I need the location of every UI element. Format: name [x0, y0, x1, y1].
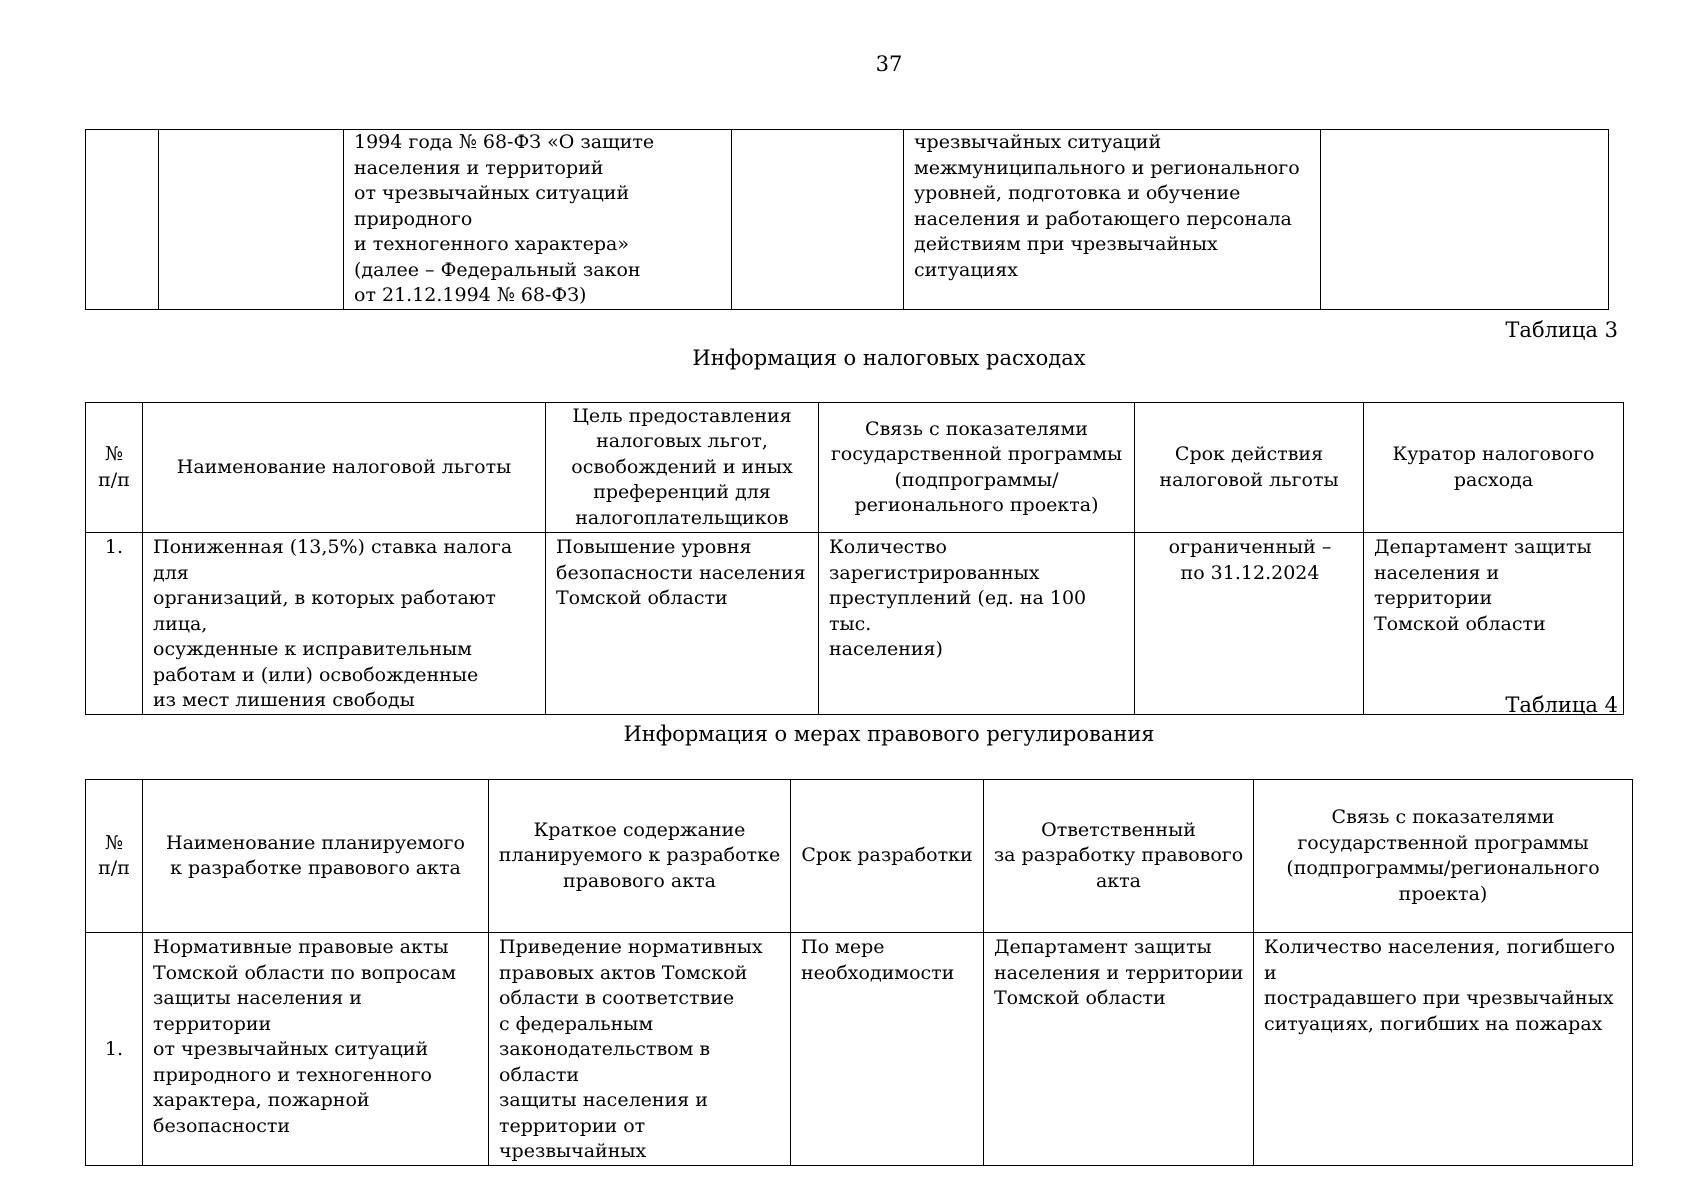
- header-label: Ответственный за разработку правового акта: [993, 818, 1244, 892]
- header-cell: [984, 780, 1254, 933]
- table-row: [86, 533, 1624, 715]
- cell-text: 1.: [104, 536, 124, 558]
- cell-text: Департамент защиты населения и территории Томской области: [994, 936, 1244, 1009]
- page-number: 37: [875, 52, 903, 76]
- table-cell: [904, 130, 1321, 310]
- table-cell: [1254, 933, 1633, 1166]
- header-cell: [1364, 403, 1624, 533]
- table-cell: [819, 533, 1135, 715]
- header-cell: [489, 780, 791, 933]
- cell-text: Количество населения, погибшего и пострадавшего при чрезвычайных ситуациях, погибших на пожарах: [1264, 936, 1616, 1035]
- header-label: Связь с показателями государственной программы (подпрограммы/регионального проекта): [1286, 806, 1600, 905]
- header-label: Цель предоставления налоговых льгот, освобождений и иных преференций для налогоплательщиков: [571, 404, 793, 529]
- cell-text: Департамент защиты населения и территории Томской области: [1374, 536, 1592, 635]
- table-cell: [546, 533, 819, 715]
- header-label: № п/п: [98, 831, 130, 879]
- header-label: Наименование налоговой льготы: [176, 455, 512, 478]
- table-cell: [1321, 130, 1609, 310]
- table-title: Информация о налоговых расходах: [692, 346, 1086, 370]
- cell-text: Количество зарегистрированных преступлений (ед. на 100 тыс. населения): [829, 536, 1087, 660]
- header-cell: [86, 403, 143, 533]
- table-cell: [1135, 533, 1364, 715]
- cell-text: 1994 года № 68-ФЗ «О защите населения и территорий от чрезвычайных ситуаций природного и техногенного характера» (далее – Федеральный закон от 21.12.1994 № 68-ФЗ): [354, 131, 655, 306]
- table-cell: [732, 130, 904, 310]
- table-cell: [791, 933, 984, 1166]
- table-cell: [143, 933, 489, 1166]
- header-label: Срок разработки: [801, 844, 973, 867]
- cell-text: ограниченный – по 31.12.2024: [1168, 536, 1332, 584]
- table-label: Таблица 4: [1505, 693, 1618, 717]
- table-title: Информация о мерах правового регулирования: [623, 722, 1155, 746]
- tax-expenditures-table: [85, 402, 1624, 715]
- cell-text: Пониженная (13,5%) ставка налога для организаций, в которых работают лица, осужденные к исправительным работам и (или) освобожденные из мест лишения свободы: [153, 536, 513, 711]
- cell-text: 1.: [104, 1038, 124, 1060]
- header-cell: [791, 780, 984, 933]
- header-cell: [143, 780, 489, 933]
- header-label: Куратор налогового расхода: [1392, 443, 1595, 491]
- header-label: Срок действия налоговой льготы: [1159, 443, 1339, 491]
- table-cell: [86, 933, 143, 1166]
- table-row: [86, 130, 1609, 310]
- cell-text: чрезвычайных ситуаций межмуниципального и регионального уровней, подготовка и обучение населения и работающего персонала действиям при чрезвычайных ситуациях: [914, 131, 1300, 281]
- continuation-table: [85, 129, 1609, 310]
- table-row: [86, 933, 1633, 1166]
- header-cell: [86, 780, 143, 933]
- header-label: № п/п: [98, 443, 130, 491]
- table-cell: [86, 130, 159, 310]
- header-cell: [819, 403, 1135, 533]
- cell-text: Нормативные правовые акты Томской области по вопросам защиты населения и территории от чрезвычайных ситуаций природного и техногенного характера, пожарной безопасности: [153, 936, 456, 1137]
- table-cell: [143, 533, 546, 715]
- header-cell: [1135, 403, 1364, 533]
- header-label: Наименование планируемого к разработке правового акта: [166, 831, 465, 879]
- cell-text: Повышение уровня безопасности населения Томской области: [556, 536, 806, 609]
- table-cell: [159, 130, 344, 310]
- header-label: Связь с показателями государственной программы (подпрограммы/ регионального проекта): [830, 417, 1123, 516]
- cell-text: По мере необходимости: [801, 936, 955, 984]
- table-label: Таблица 3: [1505, 318, 1618, 342]
- table-cell: [344, 130, 732, 310]
- table-header-row: [86, 403, 1624, 533]
- header-cell: [546, 403, 819, 533]
- header-cell: [1254, 780, 1633, 933]
- table-cell: [86, 533, 143, 715]
- header-cell: [143, 403, 546, 533]
- table-header-row: [86, 780, 1633, 933]
- header-label: Краткое содержание планируемого к разработке правового акта: [498, 818, 781, 892]
- legal-regulation-table: [85, 779, 1633, 1166]
- table-cell: [984, 933, 1254, 1166]
- cell-text: Приведение нормативных правовых актов Томской области в соответствие с федеральным законодательством в области защиты населения и территории от чрезвычайных: [499, 936, 763, 1162]
- table-cell: [1364, 533, 1624, 715]
- table-cell: [489, 933, 791, 1166]
